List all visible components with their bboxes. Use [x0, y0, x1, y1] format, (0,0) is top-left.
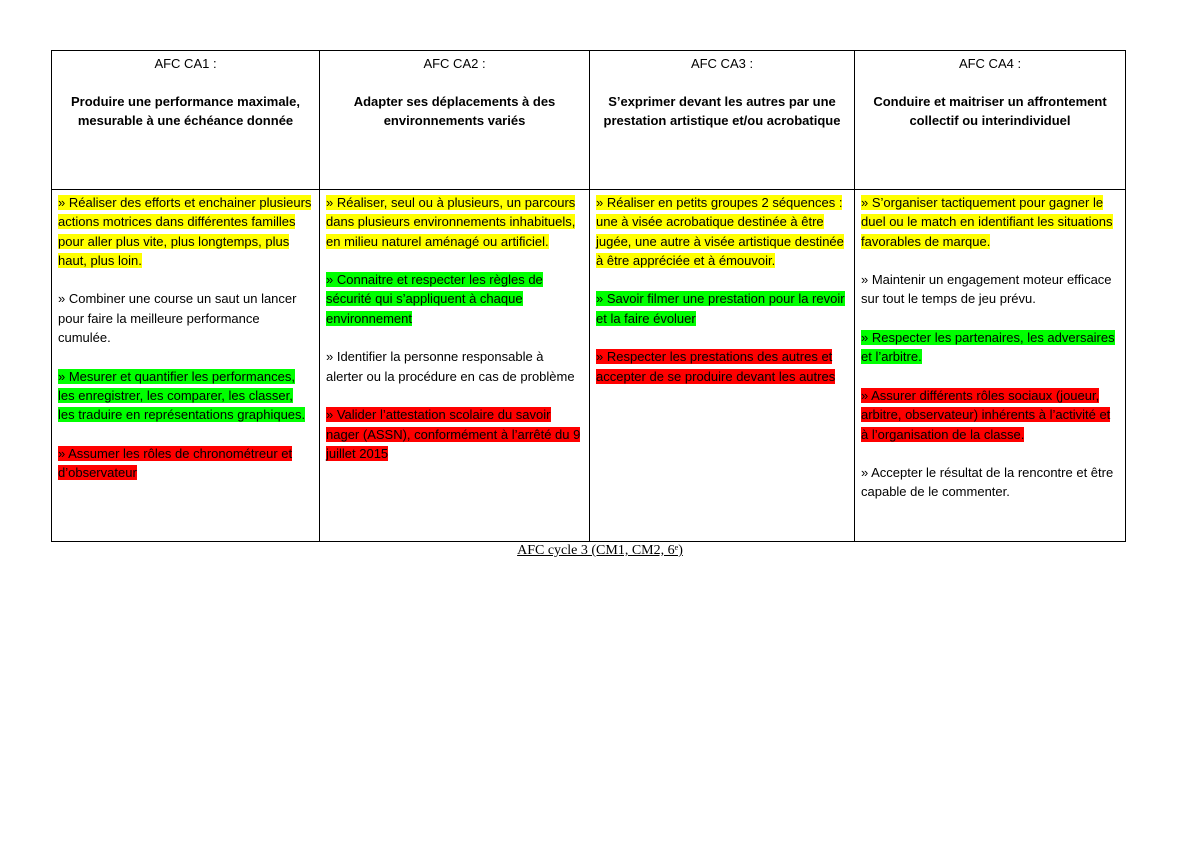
body-cell-ca1	[52, 190, 320, 542]
column-title: Adapter ses déplacements à des environnements variés	[353, 94, 556, 128]
competency-text: » Réaliser, seul ou à plusieurs, un parcours dans plusieurs environnements inhabituels, en milieu naturel aménagé ou artificiel.	[326, 195, 576, 249]
body-row	[52, 190, 1126, 542]
competency-text: » Combiner une course un saut un lancer pour faire la meilleure performance cumulée.	[58, 291, 297, 346]
header-cell-ca3	[590, 51, 855, 190]
competency-item	[861, 328, 1119, 367]
competency-item	[596, 347, 848, 386]
column-code: AFC CA2 :	[423, 56, 486, 71]
competency-text: » Réaliser des efforts et enchainer plusieurs actions motrices dans différentes familles pour aller plus vite, plus longtemps, plus haut, plus loin.	[58, 195, 312, 268]
competency-item	[326, 405, 583, 463]
column-title: S’exprimer devant les autres par une prestation artistique et/ou acrobatique	[603, 94, 841, 128]
header-cell-ca1	[52, 51, 320, 190]
competency-item	[861, 463, 1119, 502]
competency-text: » Respecter les partenaires, les adversaires et l’arbitre.	[861, 330, 1115, 365]
column-code: AFC CA3 :	[690, 56, 754, 71]
competency-item	[58, 367, 313, 425]
competency-text: » Connaitre et respecter les règles de sécurité qui s’appliquent à chaque environnement	[326, 272, 543, 326]
competency-text: » Accepter le résultat de la rencontre et être capable de le commenter.	[861, 465, 1114, 500]
competency-text: » Savoir filmer une prestation pour la revoir et la faire évoluer	[596, 291, 845, 326]
column-code: AFC CA4 :	[958, 56, 1022, 71]
competency-text: » Assumer les rôles de chronométreur et d’observateur	[58, 445, 293, 481]
competency-text: » Réaliser en petits groupes 2 séquences : une à visée acrobatique destinée à être jugée, une autre à visée artistique destinée à être appréciée et à émouvoir.	[596, 195, 844, 268]
competency-item	[596, 289, 848, 328]
column-title: Produire une performance maximale, mesurable à une échéance donnée	[70, 94, 301, 128]
competency-text: » Mesurer et quantifier les performances, les enregistrer, les comparer, les classer, les traduire en représentations graphiques.	[58, 368, 306, 423]
document-caption: AFC cycle 3 (CM1, CM2, 6ᵉ)	[517, 543, 683, 558]
competency-item	[58, 444, 313, 483]
competency-item	[326, 270, 583, 328]
body-cell-ca3	[590, 190, 855, 542]
header-cell-ca2	[320, 51, 590, 190]
competency-text: » S’organiser tactiquement pour gagner le duel ou le match en identifiant les situations favorables de marque.	[861, 195, 1113, 249]
column-code: AFC CA1 :	[154, 56, 217, 71]
competency-item	[861, 193, 1119, 251]
header-cell-ca4	[855, 51, 1126, 190]
body-cell-ca2	[320, 190, 590, 542]
competency-item	[326, 193, 583, 251]
afc-table	[51, 50, 1126, 542]
competency-item	[861, 386, 1119, 444]
competency-item	[326, 347, 583, 386]
competency-item	[58, 193, 313, 270]
competency-text: » Respecter les prestations des autres et accepter de se produire devant les autres	[596, 349, 836, 384]
competency-item	[861, 270, 1119, 309]
header-row	[52, 51, 1126, 190]
competency-text: » Maintenir un engagement moteur efficace sur tout le temps de jeu prévu.	[861, 272, 1112, 307]
competency-item	[596, 193, 848, 270]
competency-text: » Identifier la personne responsable à alerter ou la procédure en cas de problème	[326, 349, 575, 384]
competency-item	[58, 289, 313, 347]
competency-text: » Assurer différents rôles sociaux (joueur, arbitre, observateur) inhérents à l’activité et à l’organisation de la classe.	[861, 387, 1111, 442]
competency-text: » Valider l’attestation scolaire du savoir nager (ASSN), conformément à l’arrêté du 9 juillet 2015	[326, 407, 581, 461]
column-title: Conduire et maitriser un affrontement collectif ou interindividuel	[873, 94, 1107, 128]
body-cell-ca4	[855, 190, 1126, 542]
